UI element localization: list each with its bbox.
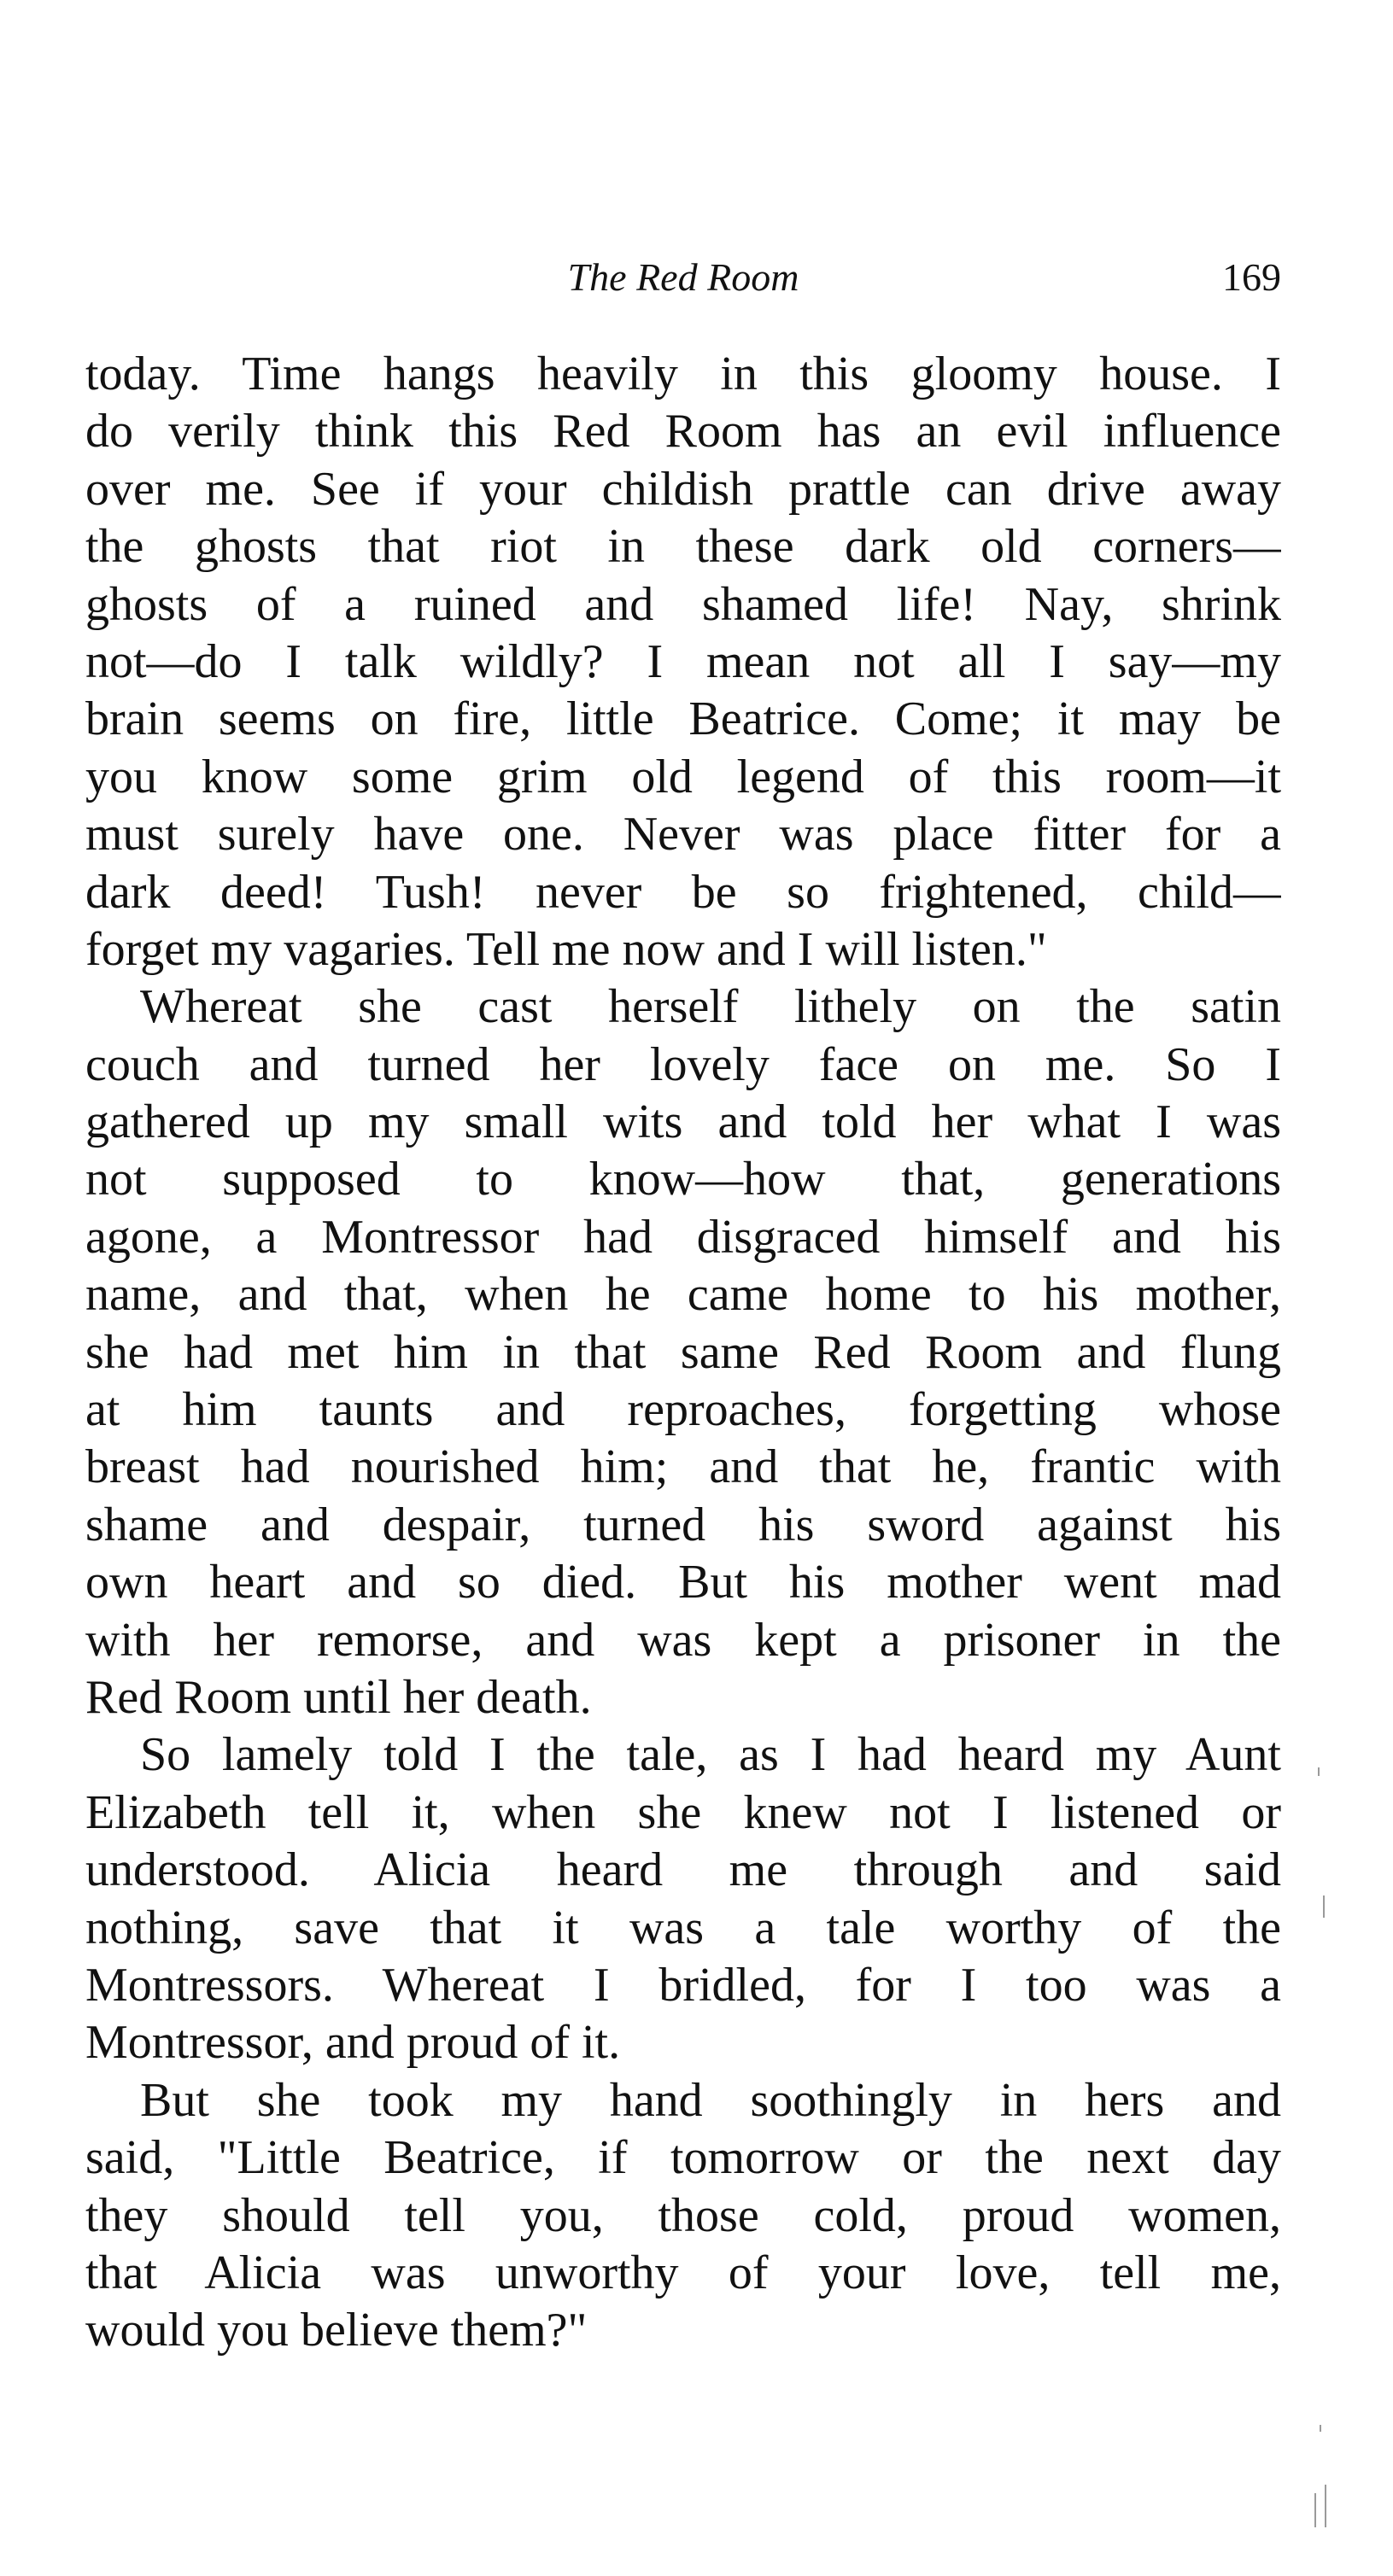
- text-line: Montressors. Whereat I bridled, for I too was a: [85, 1958, 1281, 2012]
- text-line: she had met him in that same Red Room and flung: [85, 1325, 1281, 1379]
- text-line: nothing, save that it was a tale worthy of the: [85, 1901, 1281, 1954]
- text-line: at him taunts and reproaches, forgetting whose: [85, 1383, 1281, 1437]
- text-line: So lamely told I the tale, as I had heard my Aunt: [140, 1728, 1281, 1782]
- text-line: ghosts of a ruined and shamed life! Nay, shrink: [85, 577, 1281, 631]
- text-line: the ghosts that riot in these dark old corners—: [85, 520, 1281, 574]
- body-text: [85, 346, 1281, 2360]
- text-line: agone, a Montressor had disgraced himself and his: [85, 1210, 1281, 1264]
- text-line: breast had nourished him; and that he, frantic with: [85, 1440, 1281, 1494]
- text-line: understood. Alicia heard me through and said: [85, 1843, 1281, 1897]
- text-line: Montressor, and proud of it.: [85, 2016, 621, 2070]
- text-line: do verily think this Red Room has an evil influence: [85, 405, 1281, 459]
- text-line: not supposed to know—how that, generations: [85, 1153, 1281, 1206]
- text-line: Whereat she cast herself lithely on the satin: [140, 980, 1281, 1034]
- text-line: But she took my hand soothingly in hers and: [140, 2073, 1281, 2127]
- text-line: Elizabeth tell it, when she knew not I listened or: [85, 1785, 1281, 1839]
- speck-mark: [1314, 2493, 1316, 2527]
- text-line: shame and despair, turned his sword against his: [85, 1498, 1281, 1551]
- text-line: couch and turned her lovely face on me. So I: [85, 1037, 1281, 1091]
- text-line: with her remorse, and was kept a prisoner in the: [85, 1613, 1281, 1667]
- speck-mark: [1318, 1767, 1320, 1776]
- speck-mark: [1320, 2425, 1321, 2432]
- text-line: dark deed! Tush! never be so frightened, child—: [85, 865, 1281, 919]
- margin-specks: [1311, 1767, 1345, 2536]
- speck-mark: [1323, 1895, 1325, 1918]
- text-line: would you believe them?": [85, 2304, 588, 2357]
- text-line: gathered up my small wits and told her what I was: [85, 1095, 1281, 1149]
- text-line: today. Time hangs heavily in this gloomy house. I: [85, 348, 1281, 400]
- text-line: must surely have one. Never was place fitter for a: [85, 808, 1281, 862]
- text-line: brain seems on fire, little Beatrice. Come; it may be: [85, 692, 1281, 746]
- text-line: said, "Little Beatrice, if tomorrow or the next day: [85, 2131, 1281, 2185]
- page-number: 169: [1222, 255, 1281, 299]
- speck-mark: [1325, 2485, 1326, 2527]
- text-line: not—do I talk wildly? I mean not all I say—my: [85, 634, 1281, 688]
- text-line: that Alicia was unworthy of your love, tell me,: [85, 2246, 1281, 2299]
- text-line: they should tell you, those cold, proud women,: [85, 2188, 1281, 2242]
- text-line: forget my vagaries. Tell me now and I will listen.": [85, 922, 1047, 976]
- text-line: name, and that, when he came home to his mother,: [85, 1268, 1281, 1322]
- text-line: own heart and so died. But his mother went mad: [85, 1556, 1281, 1609]
- text-line: Red Room until her death.: [85, 1670, 592, 1724]
- running-title: The Red Room: [567, 255, 799, 299]
- text-line: over me. See if your childish prattle can drive away: [85, 462, 1281, 516]
- text-line: you know some grim old legend of this room—it: [85, 750, 1281, 803]
- running-head: [85, 248, 1281, 307]
